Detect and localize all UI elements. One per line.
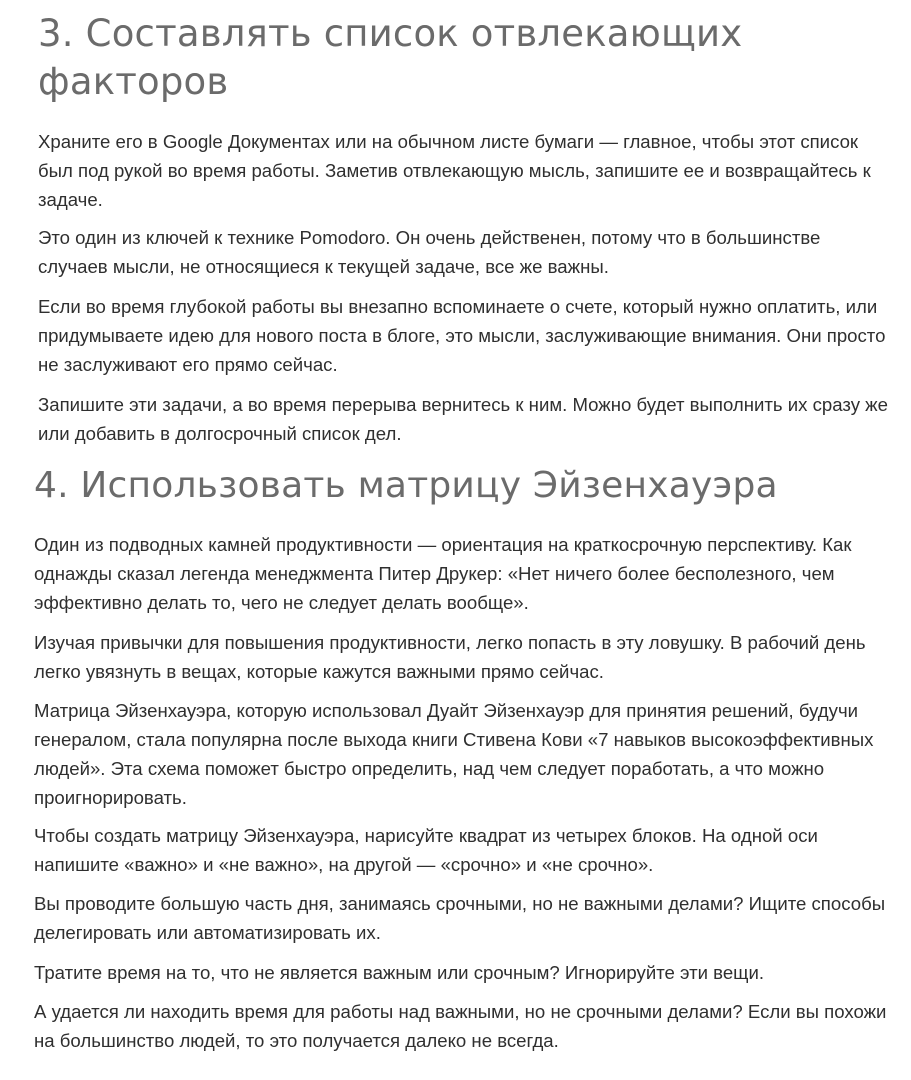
section-3-paragraph-3: Если во время глубокой работы вы внезапно вспоминаете о счете, который нужно оплатить, или придумываете идею для нового поста в блоге, это мысли, заслуживающие внимания. Они просто не заслуживают его прямо сейчас. [38, 296, 886, 375]
section-4-paragraph-2: Изучая привычки для повышения продуктивности, легко попасть в эту ловушку. В рабочий день легко увязнуть в вещах, которые кажутся важными прямо сейчас. [34, 632, 866, 682]
section-eisenhower-matrix [0, 462, 911, 1051]
section-4-paragraph-6: Тратите время на то, что не является важным или срочным? Игнорируйте эти вещи. [34, 962, 765, 983]
section-3-paragraph-2: Это один из ключей к технике Pomodoro. Он очень действенен, потому что в большинстве случаев мысли, не относящиеся к текущей задаче, все же важны. [38, 227, 821, 277]
section-distractions-list [0, 10, 911, 444]
section-4-paragraph-4: Чтобы создать матрицу Эйзенхауэра, нарисуйте квадрат из четырех блоков. На одной оси напишите «важно» и «не важно», на другой — «срочно» и «не срочно». [34, 825, 818, 875]
section-4-paragraph-3: Матрица Эйзенхауэра, которую использовал Дуайт Эйзенхауэр для принятия решений, будучи генералом, стала популярна после выхода книги Стивена Кови «7 навыков высокоэффективных людей». Эта схема поможет быстро определить, над чем следует поработать, а что можно проигнорировать. [34, 700, 874, 808]
section-4-heading: 4. Использовать матрицу Эйзенхауэра [34, 465, 778, 506]
section-4-paragraph-1: Один из подводных камней продуктивности — ориентация на краткосрочную перспективу. Как однажды сказал легенда менеджмента Питер Друкер: «Нет ничего более бесполезного, чем эффективно делать то, чего не следует делать вообще». [34, 534, 852, 613]
section-3-heading: 3. Составлять список отвлекающих факторов [38, 12, 743, 103]
section-3-paragraph-1: Храните его в Google Документах или на обычном листе бумаги — главное, чтобы этот список был под рукой во время работы. Заметив отвлекающую мысль, запишите ее и возвращайтесь к задаче. [38, 131, 871, 210]
section-4-paragraph-7: А удается ли находить время для работы над важными, но не срочными делами? Если вы похожи на большинство людей, то это получается далеко не всегда. [34, 1001, 887, 1051]
section-4-paragraph-5: Вы проводите большую часть дня, занимаясь срочными, но не важными делами? Ищите способы делегировать или автоматизировать их. [34, 893, 886, 943]
section-3-paragraph-4: Запишите эти задачи, а во время перерыва вернитесь к ним. Можно будет выполнить их сразу же или добавить в долгосрочный список дел. [38, 394, 888, 444]
